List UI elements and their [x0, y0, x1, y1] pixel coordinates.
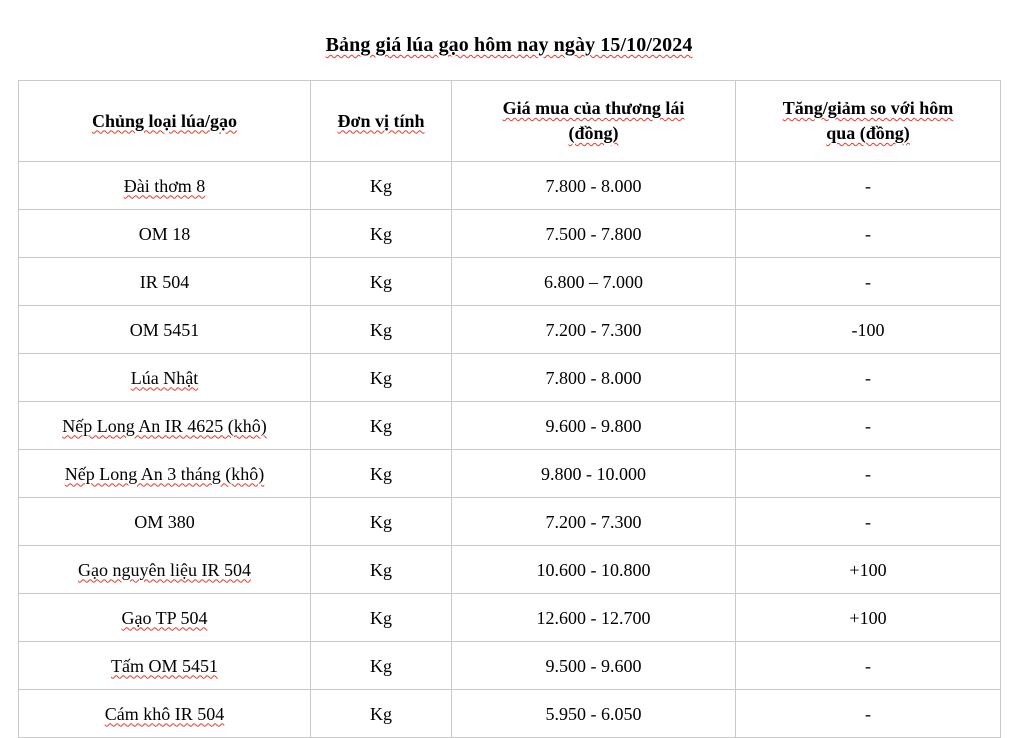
page-title-text: Bảng giá lúa gạo hôm nay ngày 15/10/2024: [325, 34, 693, 56]
cell-unit: Kg: [311, 306, 452, 354]
table-row: [19, 162, 1001, 210]
column-header-change: Tăng/giảm so với hôm qua (đồng): [736, 81, 1001, 162]
cell-price: 7.500 - 7.800: [452, 210, 736, 258]
cell-change: -: [736, 450, 1001, 498]
cell-unit: Kg: [311, 642, 452, 690]
table-row: [19, 546, 1001, 594]
table-row: [19, 306, 1001, 354]
cell-unit: Kg: [311, 546, 452, 594]
table-row: [19, 210, 1001, 258]
table-row: [19, 402, 1001, 450]
cell-product: Gạo nguyên liệu IR 504: [19, 546, 311, 594]
cell-change: -: [736, 498, 1001, 546]
cell-product: Gạo TP 504: [19, 594, 311, 642]
cell-price: 9.800 - 10.000: [452, 450, 736, 498]
column-header-unit: Đơn vị tính: [311, 81, 452, 162]
table-row: [19, 690, 1001, 738]
cell-change: -: [736, 690, 1001, 738]
cell-change: -100: [736, 306, 1001, 354]
cell-price: 10.600 - 10.800: [452, 546, 736, 594]
cell-unit: Kg: [311, 690, 452, 738]
cell-unit: Kg: [311, 162, 452, 210]
cell-unit: Kg: [311, 498, 452, 546]
cell-product: Nếp Long An IR 4625 (khô): [19, 402, 311, 450]
cell-change: -: [736, 210, 1001, 258]
cell-unit: Kg: [311, 354, 452, 402]
cell-product: OM 380: [19, 498, 311, 546]
cell-product: OM 5451: [19, 306, 311, 354]
table-row: [19, 450, 1001, 498]
cell-unit: Kg: [311, 402, 452, 450]
cell-unit: Kg: [311, 258, 452, 306]
cell-price: 5.950 - 6.050: [452, 690, 736, 738]
cell-product: Nếp Long An 3 tháng (khô): [19, 450, 311, 498]
cell-change: +100: [736, 546, 1001, 594]
cell-change: +100: [736, 594, 1001, 642]
cell-product: IR 504: [19, 258, 311, 306]
page-title: [0, 0, 1018, 58]
cell-price: 9.500 - 9.600: [452, 642, 736, 690]
cell-price: 9.600 - 9.800: [452, 402, 736, 450]
price-table-container: [18, 58, 1000, 738]
cell-change: -: [736, 402, 1001, 450]
cell-product: Tấm OM 5451: [19, 642, 311, 690]
cell-product: OM 18: [19, 210, 311, 258]
cell-product: Cám khô IR 504: [19, 690, 311, 738]
cell-price: 7.200 - 7.300: [452, 498, 736, 546]
table-row: [19, 498, 1001, 546]
cell-unit: Kg: [311, 450, 452, 498]
cell-change: -: [736, 642, 1001, 690]
table-row: [19, 594, 1001, 642]
table-row: [19, 642, 1001, 690]
column-header-product: Chủng loại lúa/gạo: [19, 81, 311, 162]
cell-change: -: [736, 162, 1001, 210]
table-row: [19, 258, 1001, 306]
cell-product: Lúa Nhật: [19, 354, 311, 402]
cell-price: 6.800 – 7.000: [452, 258, 736, 306]
column-header-price: Giá mua của thương lái (đồng): [452, 81, 736, 162]
table-body: [19, 162, 1001, 738]
cell-unit: Kg: [311, 594, 452, 642]
rice-price-table: [18, 80, 1001, 738]
table-header-row: [19, 81, 1001, 162]
table-header: [19, 81, 1001, 162]
cell-price: 7.800 - 8.000: [452, 162, 736, 210]
cell-unit: Kg: [311, 210, 452, 258]
cell-product: Đài thơm 8: [19, 162, 311, 210]
cell-price: 7.800 - 8.000: [452, 354, 736, 402]
cell-price: 7.200 - 7.300: [452, 306, 736, 354]
cell-change: -: [736, 258, 1001, 306]
cell-change: -: [736, 354, 1001, 402]
table-row: [19, 354, 1001, 402]
cell-price: 12.600 - 12.700: [452, 594, 736, 642]
